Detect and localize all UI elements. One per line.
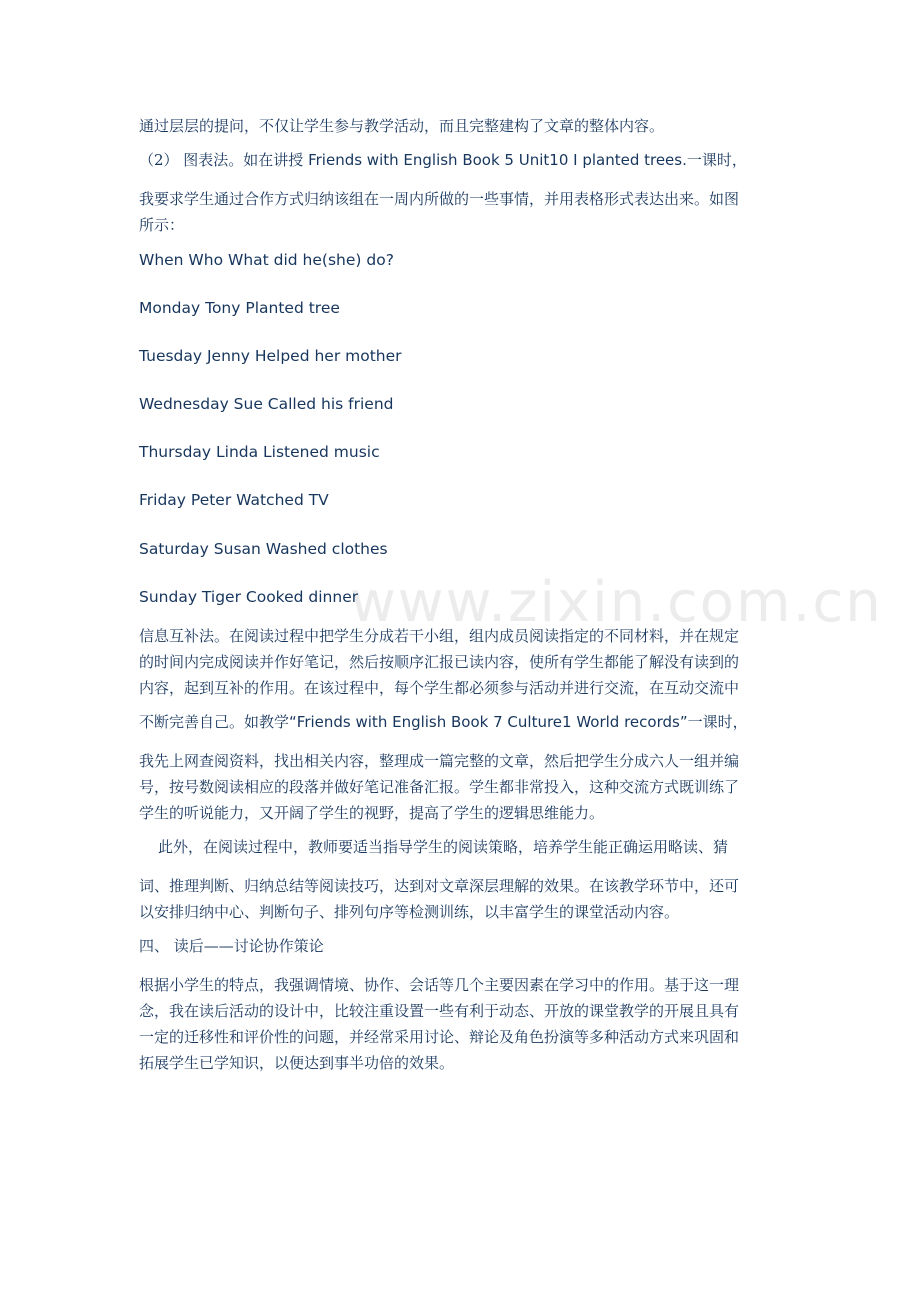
watermark: www.zixin.com.cn [350, 570, 883, 635]
info-paragraph-line-6: 号，按号数阅读相应的段落并做好笔记准备汇报。学生都非常投入，这种交流方式既训练了 [139, 778, 740, 796]
final-paragraph-line-3: 一定的迁移性和评价性的问题，并经常采用讨论、辩论及角色扮演等多种活动方式来巩固和 [139, 1028, 740, 1046]
info-paragraph-line-3: 内容，起到互补的作用。在该过程中，每个学生都必须参与活动并进行交流，在互动交流中 [139, 679, 740, 697]
chart-method-line-2: 我要求学生通过合作方式归纳该组在一周内所做的一些事情，并用表格形式表达出来。如图 [139, 190, 740, 208]
section-heading-4: 四、 读后——讨论协作策论 [139, 937, 324, 955]
table-row: Monday Tony Planted tree [139, 299, 340, 317]
info-paragraph-line-7: 学生的听说能力，又开阔了学生的视野，提高了学生的逻辑思维能力。 [139, 804, 605, 822]
info-paragraph-line-2: 的时间内完成阅读并作好笔记，然后按顺序汇报已读内容，使所有学生都能了解没有读到的 [139, 653, 740, 671]
chart-method-line-1 [139, 150, 747, 170]
chart-method-lesson-title: Friends with English Book 5 Unit10 I planted trees. [308, 151, 687, 169]
table-row: Sunday Tiger Cooked dinner [139, 588, 359, 606]
strategy-paragraph-line-2: 词、推理判断、归纳总结等阅读技巧，达到对文章深层理解的效果。在该教学环节中，还可 [139, 877, 740, 895]
info-suffix: 一课时， [687, 713, 748, 731]
table-row: Friday Peter Watched TV [139, 491, 329, 509]
table-header: When Who What did he(she) do? [139, 251, 394, 269]
info-paragraph-line-4 [139, 712, 748, 732]
strategy-paragraph-line-3: 以安排归纳中心、判断句子、排列句序等检测训练，以丰富学生的课堂活动内容。 [139, 903, 680, 921]
table-row: Wednesday Sue Called his friend [139, 395, 394, 413]
table-row: Thursday Linda Listened music [139, 443, 380, 461]
intro-paragraph: 通过层层的提问，不仅让学生参与教学活动，而且完整建构了文章的整体内容。 [139, 117, 665, 135]
chart-method-suffix: 一课时， [686, 151, 747, 169]
info-prefix: 不断完善自己。如教学 [139, 713, 290, 731]
final-paragraph-line-4: 拓展学生已学知识，以便达到事半功倍的效果。 [139, 1054, 455, 1072]
chart-method-prefix: （2） 图表法。如在讲授 [139, 151, 309, 169]
final-paragraph-line-1: 根据小学生的特点，我强调情境、协作、会话等几个主要因素在学习中的作用。基于这一理 [139, 976, 740, 994]
table-row: Tuesday Jenny Helped her mother [139, 347, 402, 365]
table-row: Saturday Susan Washed clothes [139, 540, 388, 558]
info-lesson-title: “Friends with English Book 7 Culture1 World records” [289, 713, 688, 731]
chart-method-line-3: 所示： [139, 216, 185, 234]
final-paragraph-line-2: 念，我在读后活动的设计中，比较注重设置一些有利于动态、开放的课堂教学的开展且具有 [139, 1002, 740, 1020]
info-paragraph-line-5: 我先上网查阅资料，找出相关内容，整理成一篇完整的文章，然后把学生分成六人一组并编 [139, 752, 740, 770]
strategy-paragraph-line-1: 此外，在阅读过程中，教师要适当指导学生的阅读策略，培养学生能正确运用略读、猜 [158, 838, 729, 856]
info-paragraph-line-1: 信息互补法。在阅读过程中把学生分成若干小组，组内成员阅读指定的不同材料，并在规定 [139, 627, 740, 645]
